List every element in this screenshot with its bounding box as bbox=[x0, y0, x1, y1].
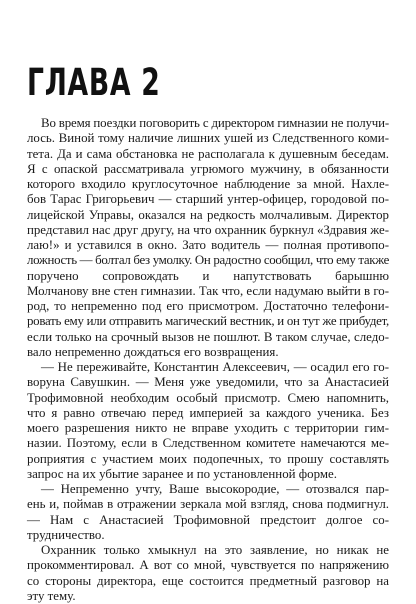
text-line: назии. Поэтому, если в Следственном комитете намечаются ме- bbox=[27, 436, 389, 451]
text-line: вало непременно дождаться его возвращения. bbox=[27, 344, 279, 359]
text-line: запрос на их убытие заранее и по установленной форме. bbox=[27, 466, 337, 481]
text-line: если только на срочный вызов не пошлют. В таком случае, следо- bbox=[27, 329, 389, 344]
text-line: эту тему. bbox=[27, 588, 76, 603]
text-line: — Не переживайте, Константин Алексеевич, — осадил его го- bbox=[41, 360, 389, 374]
text-line: моего разрешения никто не вправе уходить с территории гим- bbox=[27, 421, 389, 435]
text-line: прокомментировал. А вот со мной, чувствуется по напряжению bbox=[27, 558, 389, 573]
text-line: что я равно отвечаю перед империей за каждого ученика. Без bbox=[27, 405, 389, 420]
text-line: со стороны директора, еще состоится предметный разговор на bbox=[27, 573, 389, 588]
text-line: лицейской Управы, оказался на редкость молчаливым. Директор bbox=[27, 207, 389, 222]
text-line: Охранник только хмыкнул на это заявление, но никак не bbox=[41, 543, 389, 557]
text-line: тета. Да и сама обстановка не располагала к душевным беседам. bbox=[27, 146, 389, 161]
text-line: — Непременно учту, Ваше высокородие, — отозвался пар- bbox=[41, 482, 389, 496]
text-line: которого входило круглосуточное наблюдение за мной. Нахле- bbox=[27, 177, 389, 191]
text-line: роприятия с участием моих подопечных, то прошу составлять bbox=[27, 451, 389, 466]
text-line: — Нам с Анастасией Трофимовной предстоит долгое со- bbox=[27, 512, 389, 527]
text-line: бов Тарас Григорьевич — старший унтер-офицер, городовой по- bbox=[27, 192, 389, 207]
text-line: Молчанову вне стен гимназии. Так что, если надумаю выйти в го- bbox=[27, 283, 390, 298]
text-line: лаю!» и уставился в окно. Зато водитель — полная противопо- bbox=[27, 238, 389, 252]
text-line: лось. Виной тому наличие лишних ушей из Следственного коми- bbox=[27, 131, 389, 146]
text-line: ровать ему или отправить магический вестник, и он тут же прибудет, bbox=[27, 314, 389, 329]
text-line: представил нас друг другу, на что охранник буркнул «Здравия же- bbox=[27, 222, 389, 237]
text-line: ень и, поймав в отражении зеркала мой взгляд, снова подмигнул. bbox=[27, 497, 389, 512]
text-line: Я с опаской рассматривала угрюмого мужчину, в обязанности bbox=[27, 161, 389, 176]
body-text bbox=[27, 116, 389, 604]
text-line: поручено сопровождать и напутствовать барышню bbox=[27, 268, 389, 283]
text-line: ложность — болтал без умолку. Он радостно сообщил, что ему также bbox=[27, 253, 390, 268]
text-line: воруна Савушкин. — Меня уже уведомили, что за Анастасией bbox=[27, 375, 389, 390]
text-line: трудничество. bbox=[27, 527, 105, 542]
text-line: Трофимовной необходим особый присмотр. Смею напомнить, bbox=[27, 390, 389, 405]
text-line: Во время поездки поговорить с директором гимназии не получи- bbox=[41, 116, 389, 130]
text-line: род, то непременно под его присмотром. Достаточно телефони- bbox=[27, 299, 389, 313]
chapter-title: ГЛАВА 2 bbox=[27, 61, 161, 104]
